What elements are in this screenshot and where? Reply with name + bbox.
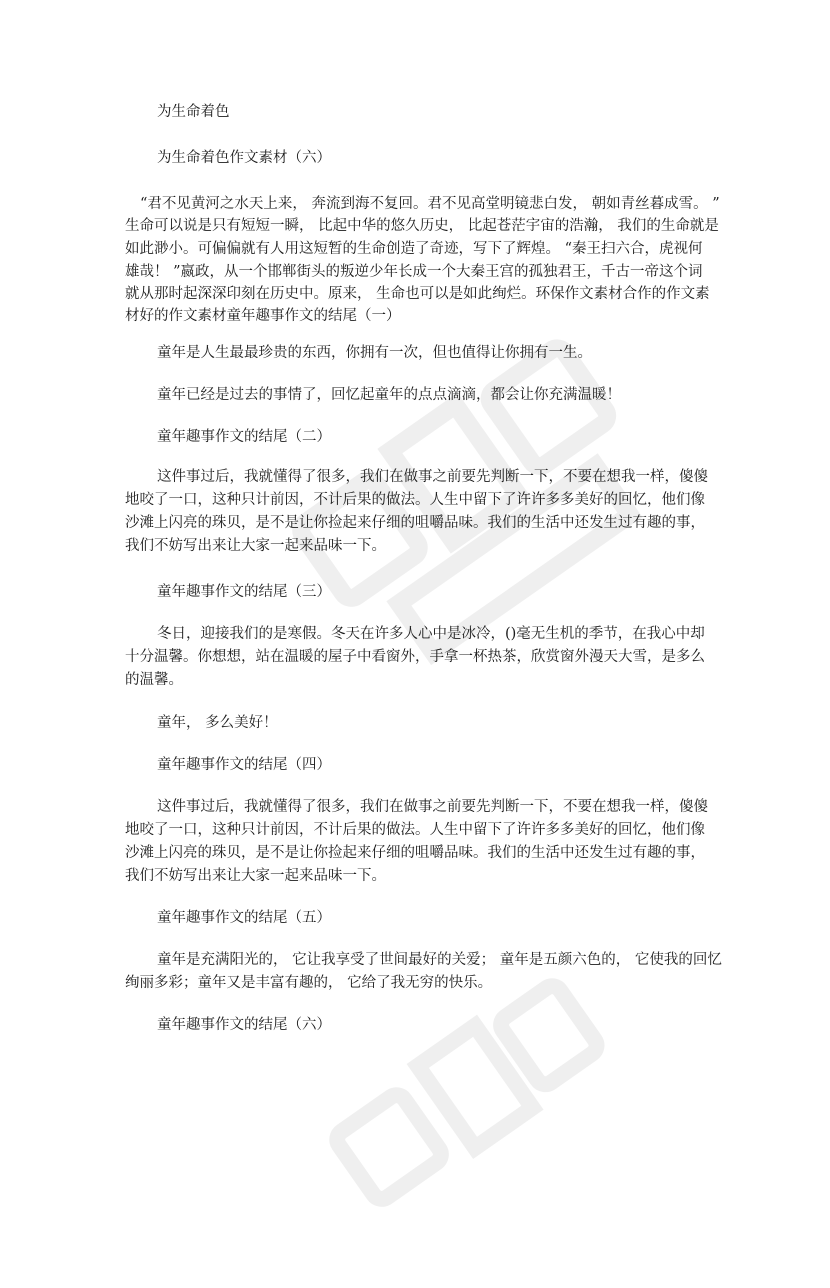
paragraph-2-line-2: 地咬了一口，这种只计前因，不计后果的做法。人生中留下了许许多多美好的回忆，他们像 bbox=[125, 492, 705, 508]
paragraph-2-line-1: 这件事过后，我就懂得了很多，我们在做事之前要先判断一下，不要在想我一样，傻傻 bbox=[157, 469, 708, 485]
heading-ending-2: 童年趣事作文的结尾（二） bbox=[157, 429, 331, 445]
line-childhood-beautiful: 童年， 多么美好！ bbox=[157, 715, 278, 731]
paragraph-1-line-2: 生命可以说是只有短短一瞬， 比起中华的悠久历史， 比起苍茫宇宙的浩瀚， 我们的生命就是 bbox=[125, 218, 719, 234]
paragraph-1-line-6: 材好的作文素材童年趣事作文的结尾（一） bbox=[125, 308, 401, 324]
paragraph-5-line-2: 绚丽多彩；童年又是丰富有趣的， 它给了我无穷的快乐。 bbox=[125, 975, 493, 991]
heading-ending-5: 童年趣事作文的结尾（五） bbox=[157, 910, 331, 926]
paragraph-2-line-4: 我们不妨写出来让大家一起来品味一下。 bbox=[125, 538, 386, 554]
watermark-logo-icon-2 bbox=[300, 952, 660, 1288]
paragraph-1-line-3: 如此渺小。可偏偏就有人用这短暂的生命创造了奇迹，写下了辉煌。 “秦王扫六合，虎视何 bbox=[125, 241, 703, 257]
line-childhood-precious: 童年是人生最最珍贵的东西，你拥有一次，但也值得让你拥有一生。 bbox=[157, 345, 592, 361]
paragraph-5-line-1: 童年是充满阳光的， 它让我享受了世间最好的关爱； 童年是五颜六色的， 它使我的回忆 bbox=[157, 952, 722, 968]
paragraph-4-line-1: 这件事过后，我就懂得了很多，我们在做事之前要先判断一下，不要在想我一样，傻傻 bbox=[157, 799, 708, 815]
paragraph-1-line-5: 就从那时起深深印刻在历史中。原来， 生命也可以是如此绚烂。环保作文素材合作的作文素 bbox=[125, 286, 710, 302]
paragraph-4-line-4: 我们不妨写出来让大家一起来品味一下。 bbox=[125, 868, 386, 884]
paragraph-2-line-3: 沙滩上闪亮的珠贝，是不是让你捡起来仔细的咀嚼品味。我们的生活中还发生过有趣的事， bbox=[125, 515, 705, 531]
paragraph-4-line-3: 沙滩上闪亮的珠贝，是不是让你捡起来仔细的咀嚼品味。我们的生活中还发生过有趣的事， bbox=[125, 845, 705, 861]
paragraph-4-line-2: 地咬了一口，这种只计前因，不计后果的做法。人生中留下了许许多多美好的回忆，他们像 bbox=[125, 822, 705, 838]
paragraph-3-line-2: 十分温馨。你想想，站在温暖的屋子中看窗外，手拿一杯热茶，欣赏窗外漫天大雪，是多么 bbox=[125, 649, 705, 665]
paragraph-1-line-4: 雄哉！ ”嬴政，从一个邯郸街头的叛逆少年长成一个大秦王宫的孤独君王，千古一帝这个词 bbox=[125, 264, 703, 280]
paragraph-3-line-3: 的温馨。 bbox=[125, 672, 183, 688]
heading-ending-6: 童年趣事作文的结尾（六） bbox=[157, 1017, 331, 1033]
paragraph-3-line-1: 冬日，迎接我们的是寒假。冬天在许多人心中是冰冷，()毫无生机的季节，在我心中却 bbox=[157, 626, 705, 642]
document-title: 为生命着色 bbox=[157, 104, 230, 120]
paragraph-1-line-1: “君不见黄河之水天上来， 奔流到海不复回。君不见高堂明镜悲白发， 朝如青丝暮成雪。 ” bbox=[140, 196, 720, 212]
heading-ending-3: 童年趣事作文的结尾（三） bbox=[157, 584, 331, 600]
line-childhood-past: 童年已经是过去的事情了，回忆起童年的点点滴滴，都会让你充满温暖！ bbox=[157, 387, 621, 403]
document-subtitle: 为生命着色作文素材（六） bbox=[157, 150, 331, 166]
heading-ending-4: 童年趣事作文的结尾（四） bbox=[157, 757, 331, 773]
